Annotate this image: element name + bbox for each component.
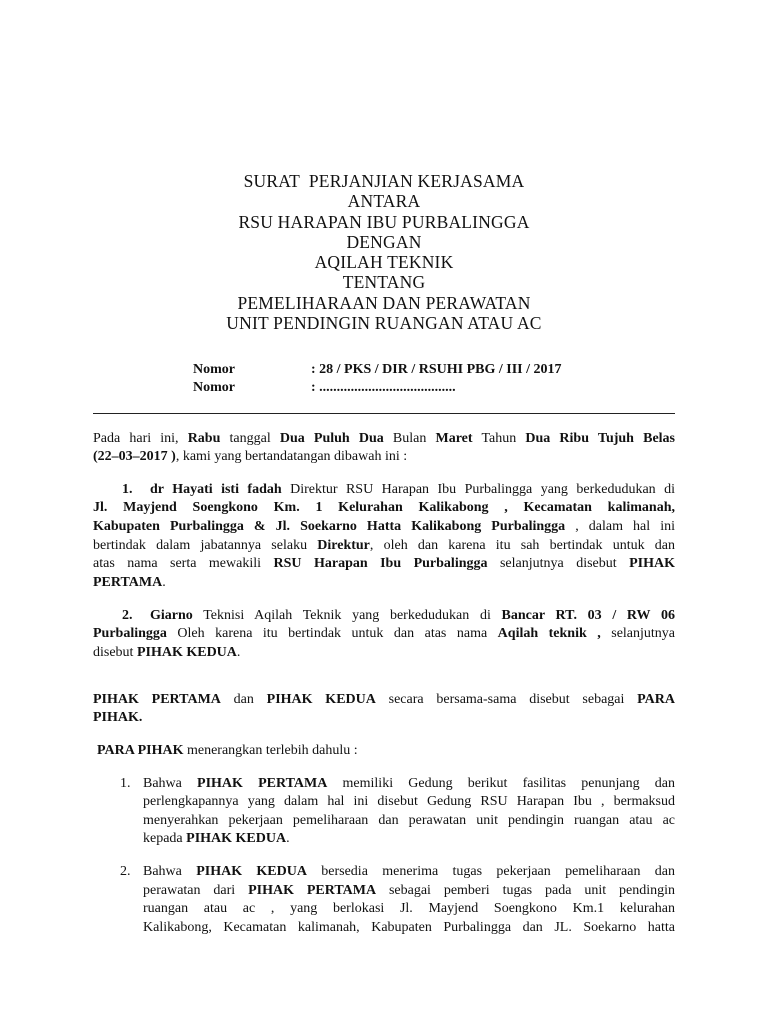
item2-line-3: ruangan atau ac , yang berlokasi Jl. Mayjend Soengkono Km.1 kelurahan — [143, 901, 675, 916]
nomor-value: : ....................................... — [311, 380, 456, 395]
party1-number: 1. — [122, 482, 133, 497]
item2-number: 2. — [120, 864, 131, 879]
para-pihak-line-1: PIHAK PERTAMA dan PIHAK KEDUA secara bersama-sama disebut sebagai PARA — [93, 692, 675, 707]
party2-line-3: disebut PIHAK KEDUA. — [93, 645, 241, 660]
item1-line-4: kepada PIHAK KEDUA. — [143, 831, 290, 846]
party2-line-1: Giarno Teknisi Aqilah Teknik yang berkedudukan di Bancar RT. 03 / RW 06 — [150, 608, 675, 623]
document-title — [0, 171, 768, 333]
nomor-row-2 — [193, 380, 456, 396]
item1-line-3: menyerahkan pekerjaan pemeliharaan dan perawatan unit pendingin ruangan atau ac — [143, 813, 675, 828]
item1-line-2: perlengkapannya yang dalam hal ini disebut Gedung RSU Harapan Ibu , bermaksud — [143, 794, 675, 809]
party1-line-2: Jl. Mayjend Soengkono Km. 1 Kelurahan Kalikabong , Kecamatan kalimanah, — [93, 500, 675, 515]
nomor-row-1 — [193, 362, 561, 378]
para-pihak-line-2: PIHAK. — [93, 710, 143, 725]
item2-line-1: Bahwa PIHAK KEDUA bersedia menerima tugas pekerjaan pemeliharaan dan — [143, 864, 675, 879]
title-line-3: RSU HARAPAN IBU PURBALINGGA — [238, 211, 530, 232]
header-divider — [93, 413, 675, 414]
title-line-2: ANTARA — [347, 191, 421, 212]
opening-line-2: (22–03–2017 ), kami yang bertandatangan dibawah ini : — [93, 449, 408, 464]
title-line-1: SURAT PERJANJIAN KERJASAMA — [243, 171, 525, 191]
party1-line-6: PERTAMA. — [93, 575, 166, 590]
party1-line-5: atas nama serta mewakili RSU Harapan Ibu Purbalingga selanjutnya disebut PIHAK — [93, 556, 675, 571]
title-line-7: PEMELIHARAAN DAN PERAWATAN — [237, 292, 531, 313]
item2-line-4: Kalikabong, Kecamatan kalimanah, Kabupaten Purbalingga dan JL. Soekarno hatta — [143, 920, 675, 935]
party1-line-4: bertindak dalam jabatannya selaku Direktur, oleh dan karena itu sah bertindak untuk dan — [93, 538, 675, 553]
nomor-label: Nomor — [193, 362, 235, 377]
nomor-label: Nomor — [193, 380, 235, 395]
party2-number: 2. — [122, 608, 133, 623]
title-line-4: DENGAN — [346, 231, 422, 252]
title-line-5: AQILAH TEKNIK — [314, 252, 454, 273]
party1-line-1: dr Hayati isti fadah Direktur RSU Harapan Ibu Purbalingga yang berkedudukan di — [150, 482, 676, 497]
item1-line-1: Bahwa PIHAK PERTAMA memiliki Gedung berikut fasilitas penunjang dan — [143, 776, 675, 791]
item1-number: 1. — [120, 776, 131, 791]
nomor-value: : 28 / PKS / DIR / RSUHI PBG / III / 2017 — [311, 362, 562, 377]
title-line-8: UNIT PENDINGIN RUANGAN ATAU AC — [226, 313, 542, 334]
title-line-6: TENTANG — [342, 272, 426, 293]
item2-line-2: perawatan dari PIHAK PERTAMA sebagai pemberi tugas pada unit pendingin — [143, 883, 675, 898]
party1-line-3: Kabupaten Purbalingga & Jl. Soekarno Hatta Kalikabong Purbalingga , dalam hal ini — [93, 519, 675, 534]
opening-line-1: Pada hari ini, Rabu tanggal Dua Puluh Dua Bulan Maret Tahun Dua Ribu Tujuh Belas — [93, 431, 675, 446]
party2-line-2: Purbalingga Oleh karena itu bertindak untuk dan atas nama Aqilah teknik , selanjutnya — [93, 626, 675, 641]
intro-line: PARA PIHAK menerangkan terlebih dahulu : — [97, 743, 358, 758]
